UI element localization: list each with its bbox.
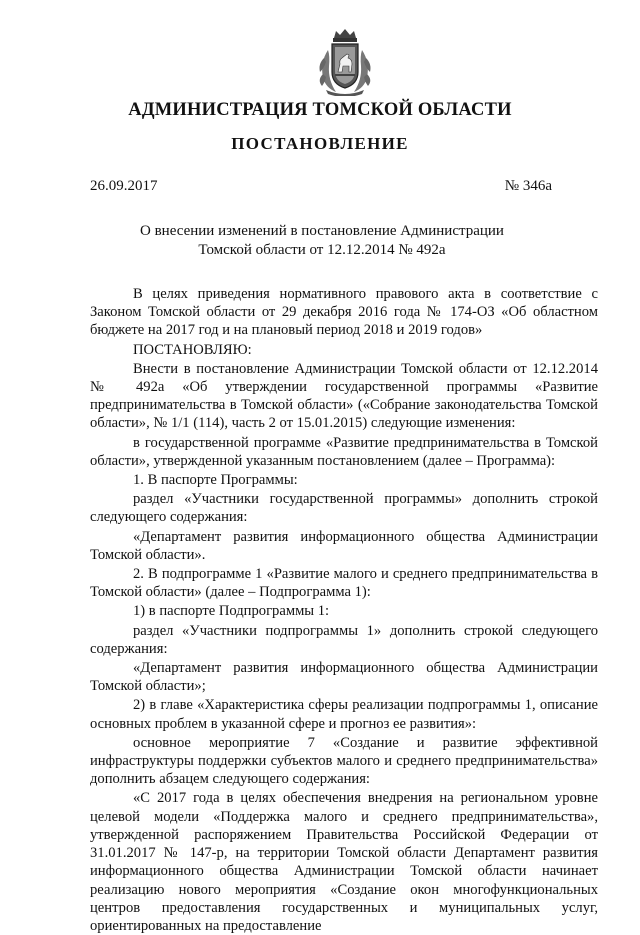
paragraph: «Департамент развития информационного общества Администрации Томской области»; xyxy=(90,660,598,695)
coat-of-arms-icon xyxy=(314,28,376,96)
document-subject xyxy=(90,222,554,259)
paragraph: в государственной программе «Развитие предпринимательства в Томской области», утвержденной указанным постановлением (далее – Программа): xyxy=(90,434,598,469)
paragraph: основное мероприятие 7 «Создание и развитие эффективной инфраструктуры поддержки субъектов малого и среднего предпринимательства» дополнить абзацем следующего содержания: xyxy=(90,734,598,788)
document-date: 26.09.2017 xyxy=(90,178,158,194)
paragraph: раздел «Участники государственной программы» дополнить строкой следующего содержания: xyxy=(90,491,598,526)
paragraph: раздел «Участники подпрограммы 1» дополнить строкой следующего содержания: xyxy=(90,622,598,657)
paragraph: В целях приведения нормативного правового акта в соответствие с Законом Томской области от 29 декабря 2016 года № 174-ОЗ «Об областном бюджете на 2017 год и на плановый период 2018 и 2019 годов» xyxy=(90,286,598,339)
subject-line: Томской области от 12.12.2014 № 492а xyxy=(198,241,446,258)
paragraph: «Департамент развития информационного общества Администрации Томской области». xyxy=(90,528,598,563)
document-number: № 346а xyxy=(504,178,552,194)
document-type: ПОСТАНОВЛЕНИЕ xyxy=(231,134,409,153)
paragraph: 2) в главе «Характеристика сферы реализации подпрограммы 1, описание основных проблем в указанной сфере и прогноз ее развития»: xyxy=(90,697,598,732)
organization-title: АДМИНИСТРАЦИЯ ТОМСКОЙ ОБЛАСТИ xyxy=(128,100,512,120)
subject-line: О внесении изменений в постановление Администрации xyxy=(140,223,504,239)
paragraph: Внести в постановление Администрации Томской области от 12.12.2014 № 492а «Об утверждении государственной программы «Развитие предпринимательства в Томской области» («Собрание законодательства Томской области», № 1/1 (114), часть 2 от 15.01.2015) следующие изменения: xyxy=(90,360,598,432)
paragraph: 2. В подпрограмме 1 «Развитие малого и среднего предпринимательства в Томской области» (далее – Подпрограмма 1): xyxy=(90,566,598,601)
paragraph: 1. В паспорте Программы: xyxy=(133,472,298,489)
paragraph: ПОСТАНОВЛЯЮ: xyxy=(133,341,252,358)
paragraph: «С 2017 года в целях обеспечения внедрения на региональном уровне целевой модели «Поддержка малого и среднего предпринимательства», утвержденной распоряжением Правительства Российской Федерации от 31.01.2017 № 147-р, на территории Томской области Департамент развития информационного общества Администрации Томской области начинает реализацию нового мероприятия «Создание окон многофункциональных центров предоставления государственных и муниципальных услуг, ориентированных на предоставление xyxy=(90,790,598,934)
paragraph: 1) в паспорте Подпрограммы 1: xyxy=(133,603,330,620)
document-body xyxy=(90,285,598,935)
